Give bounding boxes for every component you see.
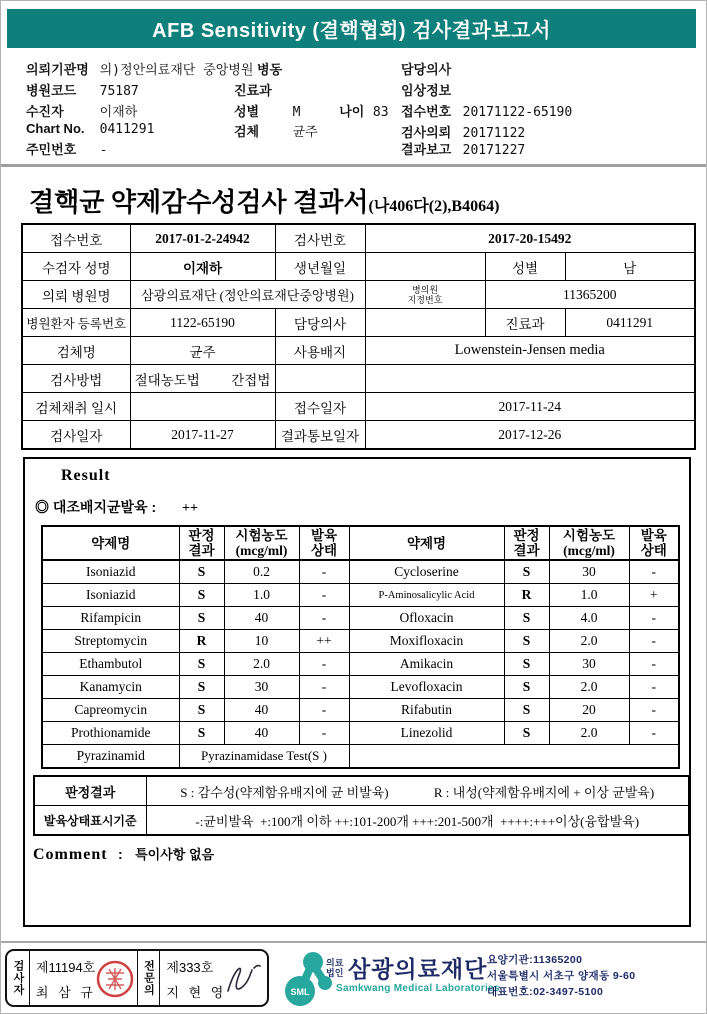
col-judgement-line2: 결과 bbox=[188, 543, 215, 558]
test-date-value: 2017-11-27 bbox=[130, 421, 275, 450]
patient-info-table bbox=[21, 223, 696, 450]
section-divider-bottom bbox=[1, 941, 707, 943]
sex-value: M bbox=[292, 105, 301, 120]
drug-growth: - bbox=[629, 699, 679, 722]
report-date-label: 결과보고 bbox=[401, 142, 452, 157]
drug-judgement: S bbox=[179, 699, 224, 722]
request-org-value: 의)정안의료재단 중앙병원 bbox=[99, 63, 254, 78]
org-type-label bbox=[326, 958, 343, 978]
collection-datetime-label: 검체채취 일시 bbox=[22, 393, 130, 421]
drug-name: Streptomycin bbox=[42, 630, 179, 653]
table-row bbox=[22, 393, 695, 421]
drug-name: Ethambutol bbox=[42, 653, 179, 676]
doctor-label: 담당의사 bbox=[401, 62, 452, 77]
receipt-number-label: 접수번호 bbox=[22, 224, 130, 253]
specialist-cert-number: 제333호 bbox=[166, 960, 214, 975]
red-seal-stamp-icon bbox=[96, 960, 134, 1001]
control-growth-label: ◎ 대조배지균발육 : bbox=[35, 499, 157, 515]
examiner-role-label: 검사자 bbox=[11, 960, 24, 996]
drug-concentration: 0.2 bbox=[224, 560, 299, 584]
drug-name: Linezolid bbox=[349, 722, 504, 745]
clinic-designation-label-line1: 병의원 bbox=[411, 284, 439, 295]
resident-no-row bbox=[26, 139, 107, 158]
drug-concentration: 10 bbox=[224, 630, 299, 653]
drug-judgement: R bbox=[504, 584, 549, 607]
specialist-cell bbox=[160, 951, 267, 1005]
drug-name: Rifampicin bbox=[42, 607, 179, 630]
report-header-bar bbox=[7, 9, 696, 48]
col-growth-line1: 발육 bbox=[310, 528, 338, 543]
drug-growth: - bbox=[299, 676, 349, 699]
gender-label: 성별 bbox=[485, 253, 565, 281]
drug-name: Ofloxacin bbox=[349, 607, 504, 630]
col-concentration-line1: 시험농도 bbox=[235, 528, 288, 543]
col-judgement-left bbox=[179, 526, 224, 560]
result-heading: Result bbox=[61, 467, 111, 484]
col-drug-name-right: 약제명 bbox=[349, 526, 504, 560]
clinic-designation-value: 11365200 bbox=[485, 281, 695, 309]
legend-growth-row bbox=[34, 806, 689, 836]
examinee-name-label: 수검자 성명 bbox=[22, 253, 130, 281]
drug-concentration: 30 bbox=[549, 560, 629, 584]
drug-judgement: S bbox=[504, 607, 549, 630]
drug-growth: - bbox=[629, 560, 679, 584]
legend-judgement-text bbox=[146, 776, 689, 806]
table-row bbox=[22, 365, 695, 393]
drug-concentration: 2.0 bbox=[549, 722, 629, 745]
legend-judgement-row bbox=[34, 776, 689, 806]
gender-value: 남 bbox=[565, 253, 695, 281]
drug-judgement: S bbox=[504, 722, 549, 745]
birthdate-label: 생년월일 bbox=[275, 253, 365, 281]
clinical-info-label: 임상정보 bbox=[401, 83, 452, 98]
drug-growth: - bbox=[299, 584, 349, 607]
receipt-number-value: 2017-01-2-24942 bbox=[130, 224, 275, 253]
drug-judgement: S bbox=[179, 653, 224, 676]
comment-colon: : bbox=[118, 846, 123, 862]
test-number-label: 검사번호 bbox=[275, 224, 365, 253]
request-date-value: 20171122 bbox=[462, 126, 526, 141]
control-growth-value: ++ bbox=[182, 501, 198, 516]
legend-judgement-label: 판정결과 bbox=[34, 776, 146, 806]
drug-concentration: 20 bbox=[549, 699, 629, 722]
ward-label: 병동 bbox=[257, 62, 283, 77]
drug-name: P-Aminosalicylic Acid bbox=[349, 584, 504, 607]
drug-row bbox=[42, 676, 679, 699]
drug-growth: - bbox=[629, 722, 679, 745]
receipt-date-value: 2017-11-24 bbox=[365, 393, 695, 421]
receipt-no-value: 20171122-65190 bbox=[462, 105, 573, 120]
clinical-info-row bbox=[401, 80, 459, 99]
drug-judgement: S bbox=[504, 653, 549, 676]
col-judgement-right bbox=[504, 526, 549, 560]
drug-sensitivity-table bbox=[41, 525, 680, 769]
legend-growth-text: -:균비발육 +:100개 이하 ++:101-200개 +++:201-500개 ++++:+++이상(융합발육) bbox=[146, 806, 689, 836]
patient-value: 이재하 bbox=[99, 105, 138, 120]
drug-judgement: S bbox=[504, 699, 549, 722]
comment-value: 특이사항 없음 bbox=[135, 847, 215, 862]
drug-judgement: R bbox=[179, 630, 224, 653]
table-row bbox=[22, 421, 695, 450]
hospital-code-label: 병원코드 bbox=[26, 83, 77, 98]
col-judgement-line2: 결과 bbox=[513, 543, 540, 558]
drug-row bbox=[42, 630, 679, 653]
media-value: Lowenstein-Jensen media bbox=[365, 337, 695, 365]
specimen-label: 검체 bbox=[234, 124, 260, 139]
chart-no-label: Chart No. bbox=[26, 121, 85, 136]
drug-growth: - bbox=[299, 653, 349, 676]
specialist-role-label: 전문의 bbox=[142, 960, 155, 996]
dept-label: 진료과 bbox=[234, 83, 272, 98]
test-method-value-2: 간접법 bbox=[231, 372, 271, 388]
drug-table-header bbox=[42, 526, 679, 560]
patient-row bbox=[26, 101, 137, 120]
handwritten-signature-icon bbox=[221, 961, 267, 1000]
test-method-value-1: 절대농도법 bbox=[134, 372, 200, 388]
attending-doctor-label: 담당의사 bbox=[275, 309, 365, 337]
examiner-cert-number: 제11194호 bbox=[35, 960, 96, 975]
legend-growth-label: 발육상태표시기준 bbox=[34, 806, 146, 836]
drug-judgement: S bbox=[504, 630, 549, 653]
col-growth-left bbox=[299, 526, 349, 560]
age-label: 나이 bbox=[339, 104, 365, 119]
specimen-row bbox=[234, 121, 318, 140]
drug-row bbox=[42, 722, 679, 745]
department-label: 진료과 bbox=[485, 309, 565, 337]
drug-growth: + bbox=[629, 584, 679, 607]
drug-concentration: 2.0 bbox=[224, 653, 299, 676]
col-concentration-right bbox=[549, 526, 629, 560]
drug-name: Amikacin bbox=[349, 653, 504, 676]
comment-line bbox=[33, 844, 214, 864]
org-address-block bbox=[487, 952, 636, 1000]
dept-row bbox=[234, 80, 272, 99]
col-concentration-line1: 시험농도 bbox=[562, 528, 616, 543]
drug-name: Cycloserine bbox=[349, 560, 504, 584]
examiner-name: 최 삼 규 bbox=[35, 985, 96, 1000]
section-divider-top bbox=[1, 164, 707, 167]
drug-concentration: 2.0 bbox=[549, 676, 629, 699]
drug-growth: - bbox=[299, 699, 349, 722]
col-concentration-line2: (mcg/ml) bbox=[235, 543, 288, 558]
drug-growth: - bbox=[629, 630, 679, 653]
drug-growth: - bbox=[629, 607, 679, 630]
signature-box bbox=[5, 949, 269, 1007]
request-hospital-label: 의뢰 병원명 bbox=[22, 281, 130, 309]
drug-judgement: S bbox=[179, 560, 224, 584]
drug-name: Kanamycin bbox=[42, 676, 179, 699]
chart-no-row bbox=[26, 121, 154, 137]
collection-datetime-value bbox=[130, 393, 275, 421]
specialist-name: 지 현 영 bbox=[166, 985, 227, 1000]
document-title bbox=[29, 182, 499, 219]
drug-name: Isoniazid bbox=[42, 560, 179, 584]
resident-no-value: - bbox=[99, 143, 108, 158]
col-judgement-line1: 판정 bbox=[188, 528, 215, 543]
org-street-address: 서울특별시 서초구 양재동 9-60 bbox=[487, 970, 636, 982]
org-phone-number: 대표번호:02-3497-5100 bbox=[487, 986, 604, 998]
drug-growth: - bbox=[629, 653, 679, 676]
request-org-label: 의뢰기관명 bbox=[26, 62, 89, 77]
col-judgement-line1: 판정 bbox=[513, 528, 540, 543]
drug-growth: - bbox=[299, 560, 349, 584]
media-label: 사용배지 bbox=[275, 337, 365, 365]
org-name: 삼광의료재단 bbox=[348, 956, 488, 982]
clinic-designation-label bbox=[365, 281, 485, 309]
result-section bbox=[23, 457, 691, 927]
attending-doctor-value bbox=[365, 309, 485, 337]
report-title: AFB Sensitivity (결핵협회) 검사결과보고서 bbox=[152, 20, 551, 42]
test-method-value bbox=[130, 365, 275, 393]
drug-growth: ++ bbox=[299, 630, 349, 653]
specimen-name-label: 검체명 bbox=[22, 337, 130, 365]
receipt-no-label: 접수번호 bbox=[401, 104, 452, 119]
examiner-cell bbox=[30, 951, 137, 1005]
table-row bbox=[22, 224, 695, 253]
col-growth-right bbox=[629, 526, 679, 560]
department-value: 0411291 bbox=[565, 309, 695, 337]
resident-no-label: 주민번호 bbox=[26, 142, 77, 157]
drug-row bbox=[42, 584, 679, 607]
drug-growth: - bbox=[299, 722, 349, 745]
col-growth-line2: 상태 bbox=[310, 543, 338, 558]
table-row bbox=[22, 337, 695, 365]
drug-judgement: S bbox=[179, 722, 224, 745]
drug-judgement: S bbox=[179, 676, 224, 699]
table-row bbox=[22, 309, 695, 337]
col-growth-line1: 발육 bbox=[640, 528, 667, 543]
clinic-designation-label-line2: 지정번호 bbox=[407, 294, 443, 305]
specimen-value: 균주 bbox=[292, 125, 318, 140]
document-title-code: (나406다(2),B4064) bbox=[368, 198, 500, 215]
drug-concentration: 30 bbox=[224, 676, 299, 699]
legend-table bbox=[33, 775, 690, 836]
col-concentration-line2: (mcg/ml) bbox=[563, 543, 615, 558]
logo-text: SML bbox=[290, 987, 310, 997]
table-row bbox=[22, 253, 695, 281]
org-type-line2: 법인 bbox=[326, 968, 344, 978]
control-growth-line bbox=[35, 497, 198, 517]
comment-label: Comment bbox=[33, 846, 108, 863]
test-date-label: 검사일자 bbox=[22, 421, 130, 450]
org-name-english: Samkwang Medical Laboratories bbox=[336, 983, 500, 994]
drug-name: Levofloxacin bbox=[349, 676, 504, 699]
report-date-row bbox=[401, 139, 525, 158]
table-row bbox=[22, 281, 695, 309]
empty-cell bbox=[275, 365, 365, 393]
document-title-main: 결핵균 약제감수성검사 결과서 bbox=[29, 188, 369, 217]
doctor-row bbox=[401, 59, 459, 78]
sex-age-row bbox=[234, 101, 389, 120]
sex-label: 성별 bbox=[234, 104, 260, 119]
examiner-role-cell bbox=[7, 951, 30, 1005]
drug-concentration: 1.0 bbox=[549, 584, 629, 607]
drug-name: Rifabutin bbox=[349, 699, 504, 722]
drug-row bbox=[42, 653, 679, 676]
drug-concentration: 40 bbox=[224, 699, 299, 722]
report-notify-date-label: 결과통보일자 bbox=[275, 421, 365, 450]
hospital-patient-id-value: 1122-65190 bbox=[130, 309, 275, 337]
org-care-number: 요양기관:11365200 bbox=[487, 954, 583, 966]
drug-judgement: S bbox=[504, 676, 549, 699]
pyrazinamidase-test-result: Pyrazinamidase Test(S ) bbox=[179, 745, 349, 769]
drug-name: Prothionamide bbox=[42, 722, 179, 745]
drug-concentration: 2.0 bbox=[549, 630, 629, 653]
request-hospital-value: 삼광의료재단 (정안의료재단중앙병원) bbox=[130, 281, 365, 309]
report-notify-date-value: 2017-12-26 bbox=[365, 421, 695, 450]
empty-cell bbox=[365, 365, 695, 393]
test-method-label: 검사방법 bbox=[22, 365, 130, 393]
legend-sensitive-text: S : 감수성(약제함유배지에 균 비발육) bbox=[180, 784, 389, 800]
drug-row bbox=[42, 699, 679, 722]
drug-concentration: 40 bbox=[224, 722, 299, 745]
drug-judgement: S bbox=[179, 607, 224, 630]
drug-judgement: S bbox=[504, 560, 549, 584]
drug-judgement: S bbox=[179, 584, 224, 607]
drug-concentration: 40 bbox=[224, 607, 299, 630]
request-org-row bbox=[26, 59, 282, 78]
test-number-value: 2017-20-15492 bbox=[365, 224, 695, 253]
hospital-patient-id-label: 병원환자 등록번호 bbox=[22, 309, 130, 337]
drug-concentration: 30 bbox=[549, 653, 629, 676]
receipt-no-row bbox=[401, 101, 572, 120]
age-value: 83 bbox=[372, 105, 389, 120]
drug-name: Capreomycin bbox=[42, 699, 179, 722]
examinee-name-value: 이재하 bbox=[130, 253, 275, 281]
col-concentration-left bbox=[224, 526, 299, 560]
drug-name: Isoniazid bbox=[42, 584, 179, 607]
drug-row bbox=[42, 560, 679, 584]
drug-concentration: 1.0 bbox=[224, 584, 299, 607]
hospital-code-value: 75187 bbox=[99, 84, 139, 99]
request-date-label: 검사의뢰 bbox=[401, 125, 452, 140]
org-type-line1: 의료 bbox=[326, 958, 344, 968]
specimen-name-value: 균주 bbox=[130, 337, 275, 365]
col-growth-line2: 상태 bbox=[640, 543, 667, 558]
chart-no-value: 0411291 bbox=[99, 122, 155, 137]
drug-row-pyrazinamid bbox=[42, 745, 679, 769]
drug-growth: - bbox=[629, 676, 679, 699]
drug-concentration: 4.0 bbox=[549, 607, 629, 630]
drug-name: Pyrazinamid bbox=[42, 745, 179, 769]
receipt-date-label: 접수일자 bbox=[275, 393, 365, 421]
specialist-role-cell bbox=[137, 951, 161, 1005]
drug-growth: - bbox=[299, 607, 349, 630]
drug-row bbox=[42, 607, 679, 630]
patient-label: 수진자 bbox=[26, 104, 64, 119]
birthdate-value bbox=[365, 253, 485, 281]
legend-resistant-text: R : 내성(약제함유배지에 + 이상 균발육) bbox=[433, 784, 655, 800]
drug-name: Moxifloxacin bbox=[349, 630, 504, 653]
hospital-code-row bbox=[26, 80, 139, 99]
col-drug-name-left: 약제명 bbox=[42, 526, 179, 560]
report-date-value: 20171227 bbox=[462, 143, 526, 158]
